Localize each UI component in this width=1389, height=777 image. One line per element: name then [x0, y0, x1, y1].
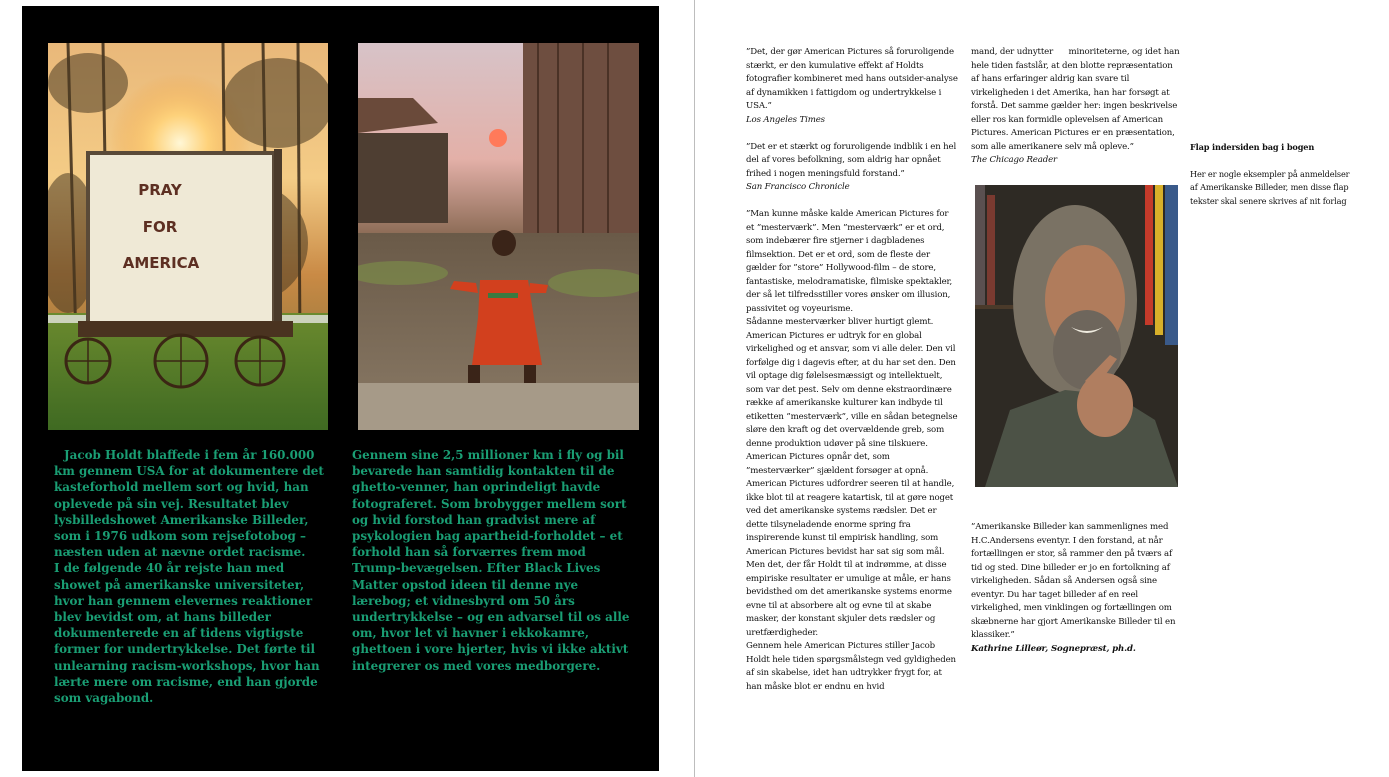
review-sf-chronicle-source: San Francisco Chronicle [746, 182, 850, 192]
reviews-column-right-top [971, 46, 1183, 168]
review-chicago-reader-source: The Chicago Reader [971, 155, 1057, 165]
flap-note-title: Flap indersiden bag i bogen [1190, 142, 1315, 152]
intro-text-left-column [54, 447, 334, 706]
sign-word-2: FOR [142, 218, 178, 236]
reviews-column-left [746, 46, 958, 694]
review-lilleor-source: Kathrine Lilleør, Sognepræst, ph.d. [971, 643, 1136, 654]
intro-paragraph-2: I de følgende 40 år rejste han med showet på amerikanske universiteter, hvor han gennem elevernes reaktioner blev bevidst om, at hans billeder dokumenterede en af tidens vigtigste former for undertrykkelse. Det førte til unlearning racism-workshops, hvor han lærte mere om racisme, end han gjorde som vagabond. [54, 561, 320, 706]
intro-paragraph-1: Jacob Holdt blaffede i fem år 160.000 km gennem USA for at dokumentere det kasteforhold mellem sort og hvid, han oplevede på sin vej. Resultatet blev lysbilledshowet Amerikanske Billeder, som i 1976 udkom som rejsefotobog – næsten uden at nævne ordet racisme. [54, 448, 324, 560]
review-chicago-reader-continuation: mand, der udnytter minoriteterne, og idet han hele tiden fastslår, at den blotte repræsentation af hans erfaringer aldrig kan svare til virkeligheden i det Amerika, han har forsøgt at forstå. Det samme gælder her: ingen beskrivelse eller ros kan formidle oplevelsen af American Pictures. American Pictures er en præsentation, som alle amerikanere selv må opleve.” [971, 47, 1183, 152]
review-chicago-reader-part-3: Gennem hele American Pictures stiller Jacob Holdt hele tiden spørgsmålstegn ved gyldigheden af sin skabelse, idet han udtrykker frygt for, at han måske blot er endnu en hvid [746, 641, 956, 692]
sign-word-3: AMERICA [122, 254, 200, 272]
flap-note-text: Her er nogle eksempler på anmeldelser af Amerikanske Billeder, men disse flap tekster skal senere skrives af nit forlag [1190, 168, 1350, 206]
reviews-column-right-bottom [971, 521, 1183, 656]
intro-text-right-column [352, 447, 637, 674]
left-page-flap [22, 6, 659, 771]
review-la-times-text: ”Det, der gør American Pictures så foruroligende stærkt, er den kumulative effekt af Holdts fotografier kombineret med hans outsider-analyse af dynamikken i fattigdom og undertrykkelse i USA.” [746, 47, 958, 111]
photo-pray-for-america-sign [48, 43, 328, 430]
review-chicago-reader-part-2: Sådanne mesterværker bliver hurtigt glemt. American Pictures er udtryk for en global virkelighed og et ansvar, som vi alle deler. Den vil forfølge dig i dagevis efter, at du har set den. Den vil optage dig følelsesmæssigt og intellektuelt, som var det pest. Selv om denne ekstraordinære række af amerikanske kulturer kan indbyde til etiketten ”mesterværk”, ville en sådan betegnelse sløre den kraft og det overvældende greb, som denne produktion udøver på sine tilskuere. American Pictures opnår det, som ”mesterværker” sjældent forsøger at opnå. American Pictures udfordrer seeren til at handle, ikke blot til at reagere katartisk, til at gøre noget ved det amerikanske systems rædsler. Det er dette tilsyneladende enorme spring fra inspirerende kunst til empirisk handling, som American Pictures bevidst har sat sig som mål. Men det, der får Holdt til at indrømme, at disse empiriske resultater er umulige at måle, er hans bevidsthed om det amerikanske systems enorme evne til at absorbere alt og evne til at skabe masker, der konstant skjuler dets rædsler og uretfærdigheder. [746, 317, 958, 638]
photo-praying-girl [358, 43, 639, 430]
page-spine-divider [694, 0, 695, 777]
photo-jacob-holdt-portrait [975, 185, 1178, 487]
intro-paragraph-3: Gennem sine 2,5 millioner km i fly og bil bevarede han samtidig kontakten til de ghetto-venner, han oprindeligt havde fotograferet. Som brobygger mellem sort og hvid forstod han gradvist mere af psykologien bag apartheid-forholdet – et forhold han så forværres frem mod Trump-bevægelsen. Efter Black Lives Matter opstod ideen til denne nye lærebog; et vidnesbyrd om 50 års undertrykkelse – og en advarsel til os alle om, hvor let vi havner i ekkokamre, ghettoen i vore hjerter, hvis vi ikke aktivt integrerer os med vores medborgere. [352, 448, 630, 673]
review-chicago-reader-part-1: ”Man kunne måske kalde American Pictures for et ”mesterværk”. Men ”mesterværk” er et ord, som indebærer fire stjerner i dagbladenes filmsektion. Det er et ord, som de fleste der gælder for ”store” Hollywood-film – de store, fantastiske, melodramatiske, filmiske spektakler, der så let tilfredsstiller vores ønsker om illusion, passivitet og voyeurisme. [746, 209, 953, 314]
sign-word-1: PRAY [138, 181, 182, 199]
review-sf-chronicle-text: ”Det er et stærkt og foruroligende indblik i en hel del af vores befolkning, som aldrig har opnået frihed i nogen meningsfuld forstand.” [746, 141, 957, 179]
flap-note [1190, 141, 1358, 208]
review-la-times-source: Los Angeles Times [746, 114, 825, 125]
review-lilleor-text: ”Amerikanske Billeder kan sammenlignes med H.C.Andersens eventyr. I den forstand, at når fortællingen er stor, så rammer den på tværs af tid og sted. Dine billeder er jo en fortolkning af virkeligheden. Sådan så Andersen også sine eventyr. Du har taget billeder af en reel virkelighed, men vinklingen og fortællingen om skæbnerne har gjort Amerikanske Billeder til en klassiker.” [971, 522, 1176, 640]
